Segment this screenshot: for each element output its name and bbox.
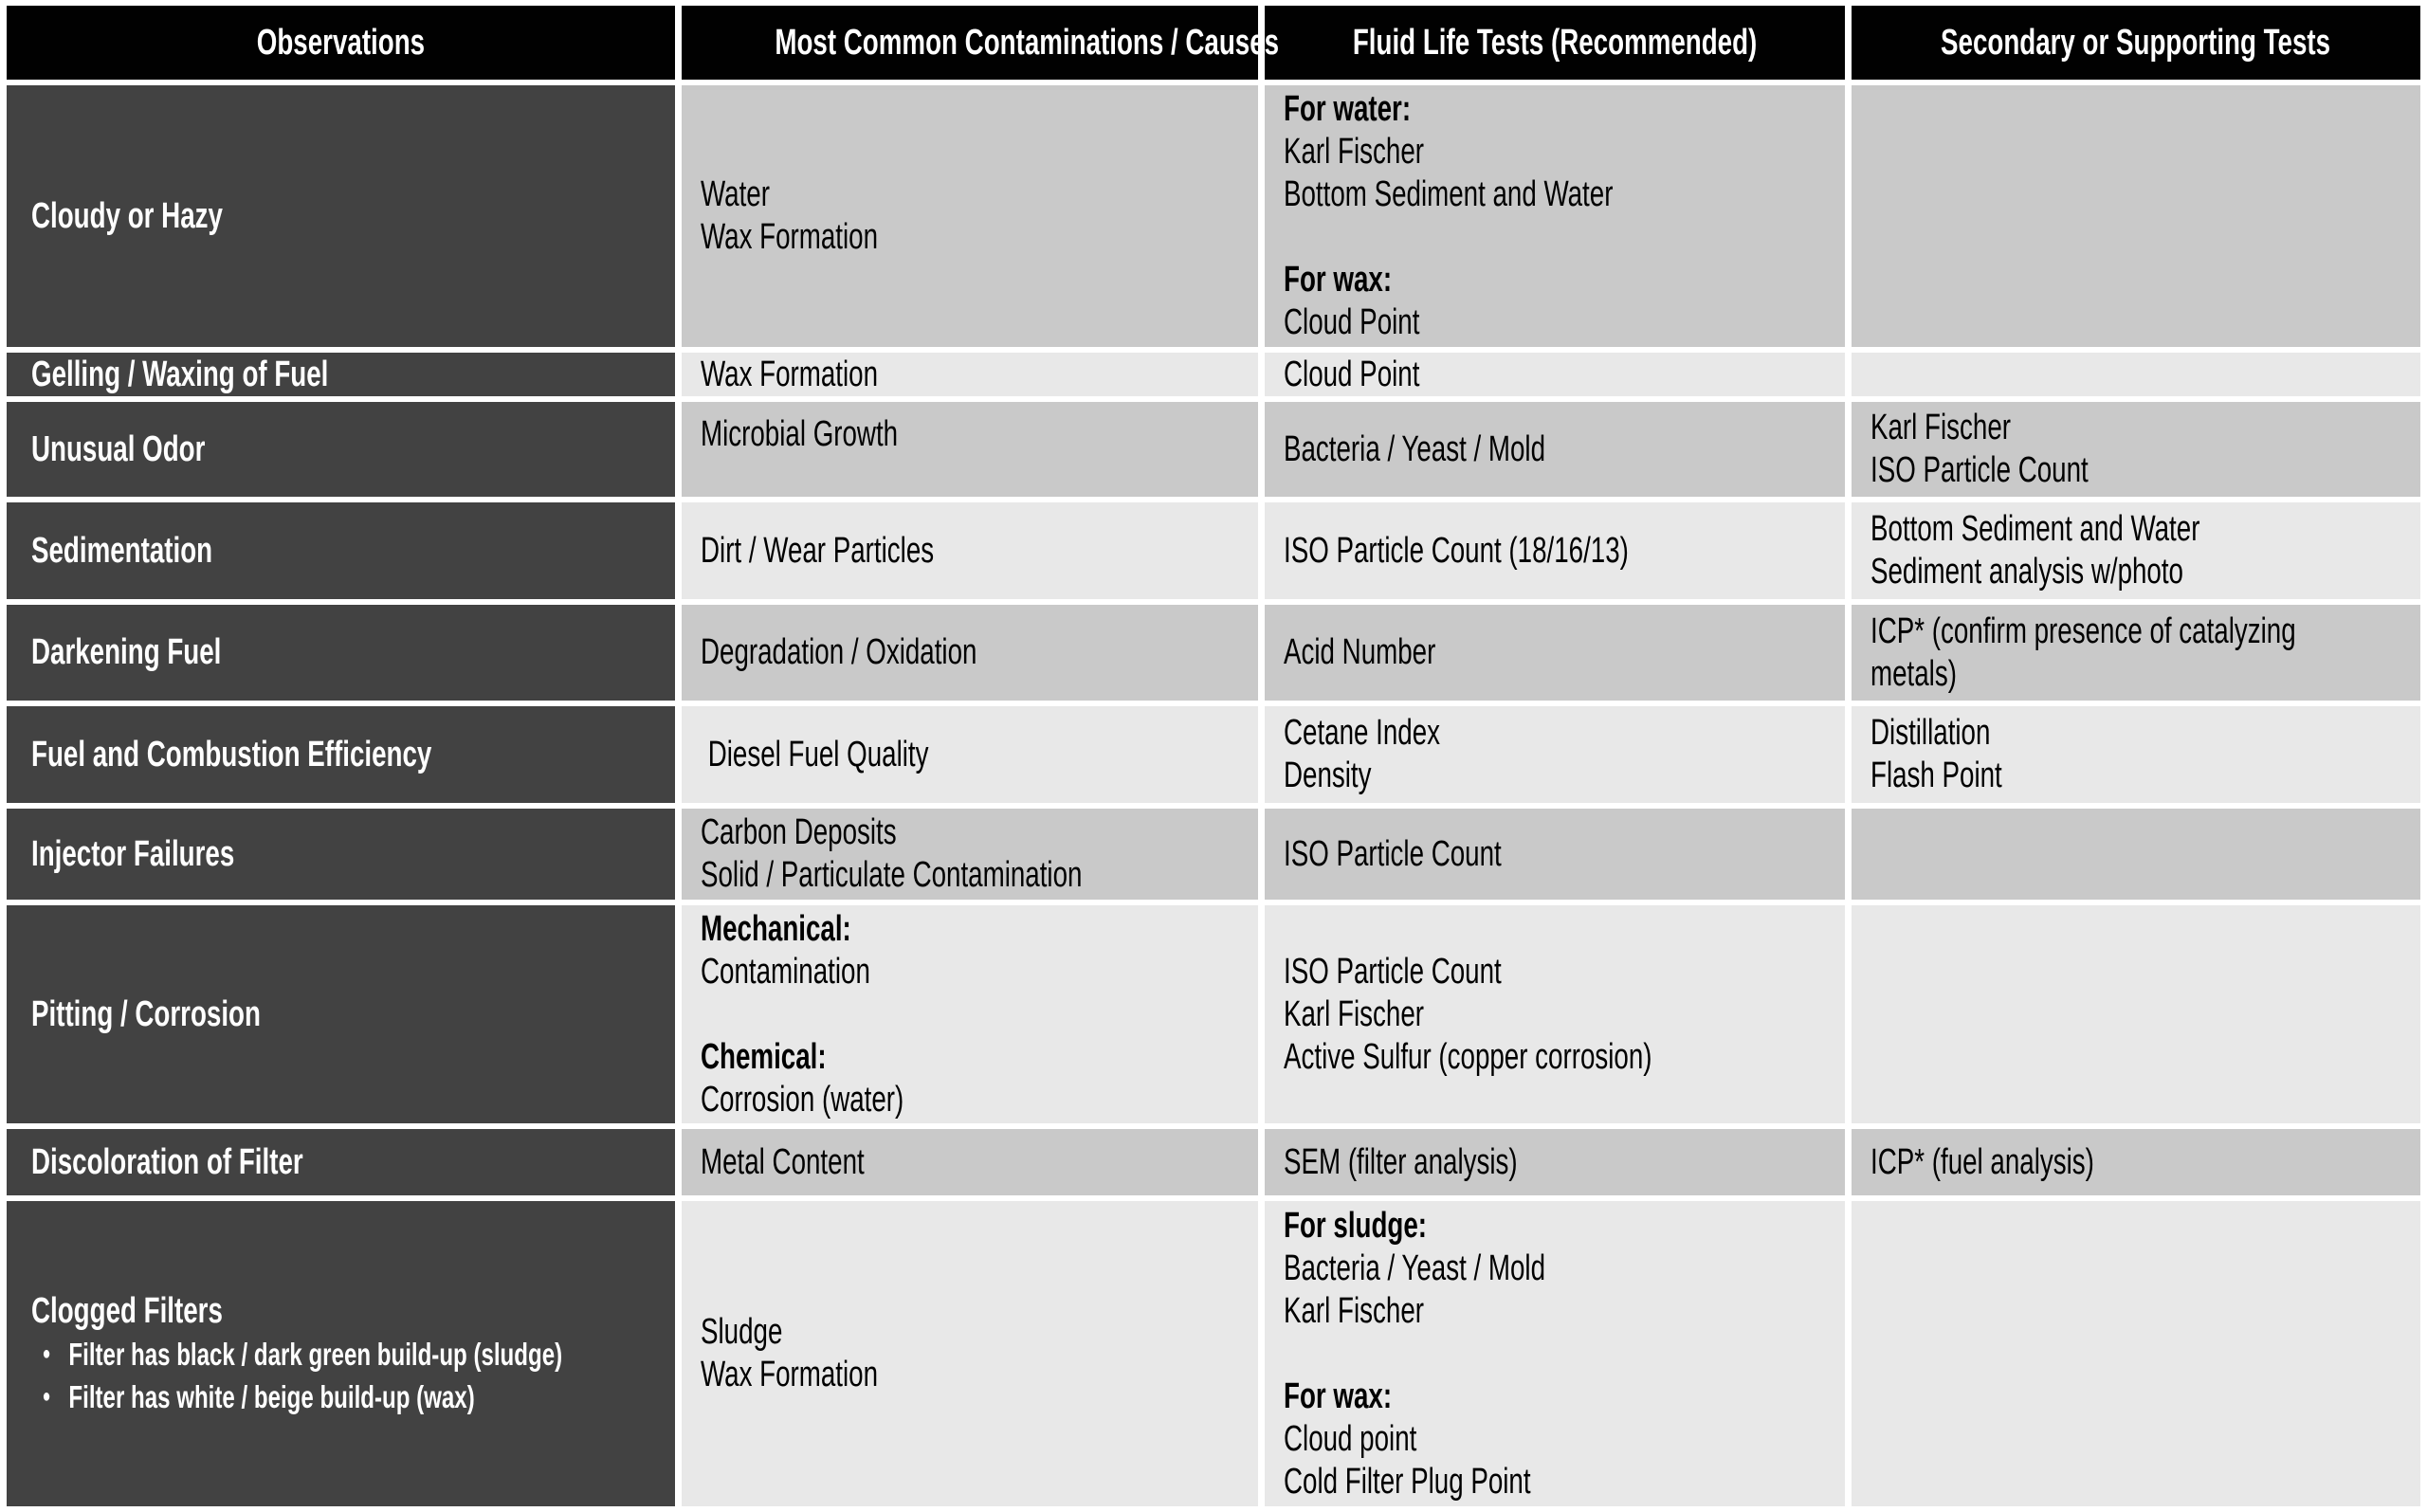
col-header-fluid-life-tests <box>1265 6 1845 80</box>
cell-line: Bottom Sediment and Water <box>1284 174 1614 214</box>
table-row <box>7 353 2420 396</box>
cell-line: Karl Fischer <box>1284 132 1424 172</box>
secondary-tests-cell <box>1852 605 2420 701</box>
observation-cell <box>7 605 675 701</box>
col-header-observations <box>7 6 675 80</box>
table-row <box>7 502 2420 599</box>
observation-cell <box>7 402 675 497</box>
header-row <box>7 6 2420 80</box>
table-row <box>7 706 2420 803</box>
table-row <box>7 905 2420 1123</box>
cell-line: Karl Fischer <box>1870 408 2011 447</box>
table-row <box>7 402 2420 497</box>
secondary-tests-cell <box>1852 353 2420 396</box>
causes-cell <box>682 809 1258 900</box>
cell-line: Discoloration of Filter <box>31 1141 303 1182</box>
cell-line: Sludge <box>701 1312 783 1352</box>
cell-line: Flash Point <box>1870 756 2002 795</box>
cell-line: ISO Particle Count <box>1284 833 1502 874</box>
cell-line: ICP* (fuel analysis) <box>1870 1141 2094 1182</box>
cell-line: Mechanical: <box>701 908 851 949</box>
causes-cell <box>682 85 1258 347</box>
cell-line: For sludge: <box>1284 1205 1428 1246</box>
fluid-tests-cell <box>1265 706 1845 803</box>
cell-line: Wax Formation <box>701 217 879 257</box>
secondary-tests-cell <box>1852 85 2420 347</box>
observation-cell <box>7 502 675 599</box>
cell-line: Solid / Particulate Contamination <box>701 855 1083 895</box>
observation-cell <box>7 809 675 900</box>
cell-line: Cloud Point <box>1284 302 1420 342</box>
fluid-tests-cell <box>1265 1201 1845 1506</box>
causes-cell <box>682 605 1258 701</box>
cell-line: Chemical: <box>701 1036 827 1077</box>
cell-line: Cloudy or Hazy <box>31 195 223 236</box>
cell-line: Bacteria / Yeast / Mold <box>1284 1248 1546 1288</box>
col-header-label: Most Common Contaminations / Causes <box>775 22 1280 63</box>
bullet-list-item <box>31 1375 494 1418</box>
table-row <box>7 85 2420 347</box>
cell-line: ISO Particle Count (18/16/13) <box>1284 530 1629 571</box>
cell-line: Karl Fischer <box>1284 993 1424 1034</box>
secondary-tests-cell <box>1852 502 2420 599</box>
cell-line: Sediment analysis w/photo <box>1870 552 2183 592</box>
col-header-label: Secondary or Supporting Tests <box>1941 22 2331 63</box>
secondary-tests-cell <box>1852 706 2420 803</box>
table-row <box>7 809 2420 900</box>
table-row <box>7 1129 2420 1195</box>
bullet-icon: ● <box>42 1385 51 1407</box>
cell-line: Cold Filter Plug Point <box>1284 1461 1531 1502</box>
causes-cell <box>682 706 1258 803</box>
cell-line: Fuel and Combustion Efficiency <box>31 734 432 774</box>
cell-line: Metal Content <box>701 1141 865 1182</box>
observation-cell <box>7 85 675 347</box>
cell-line: For water: <box>1284 89 1412 129</box>
observation-cell <box>7 1201 675 1506</box>
secondary-tests-cell <box>1852 1129 2420 1195</box>
observation-cell <box>7 1129 675 1195</box>
cell-line: Microbial Growth <box>701 414 899 454</box>
cell-line: Distillation <box>1870 713 1991 753</box>
cell-line: Sedimentation <box>31 530 213 571</box>
causes-cell <box>682 1129 1258 1195</box>
cell-line: Contamination <box>701 951 870 992</box>
cell-line: Darkening Fuel <box>31 632 222 672</box>
fluid-tests-cell <box>1265 502 1845 599</box>
blank-line <box>1284 1333 1685 1375</box>
table-row <box>7 605 2420 701</box>
fluid-tests-cell <box>1265 605 1845 701</box>
cell-line: Karl Fischer <box>1284 1290 1424 1331</box>
cell-line: ISO Particle Count <box>1284 951 1502 992</box>
cell-line: Active Sulfur (copper corrosion) <box>1284 1036 1652 1077</box>
col-header-secondary-tests <box>1852 6 2420 80</box>
causes-cell <box>682 502 1258 599</box>
secondary-tests-cell <box>1852 905 2420 1123</box>
observation-cell <box>7 706 675 803</box>
secondary-tests-cell <box>1852 402 2420 497</box>
cell-line: Diesel Fuel Quality <box>701 734 929 774</box>
cell-line: ICP* (confirm presence of catalyzing <box>1870 610 2296 651</box>
table-body <box>7 85 2420 1506</box>
cell-line: Cloud Point <box>1284 354 1420 394</box>
fluid-tests-cell <box>1265 905 1845 1123</box>
cell-line: Unusual Odor <box>31 428 206 469</box>
observation-cell <box>7 905 675 1123</box>
causes-cell <box>682 1201 1258 1506</box>
secondary-tests-cell <box>1852 809 2420 900</box>
col-header-label: Fluid Life Tests (Recommended) <box>1352 22 1758 63</box>
blank-line <box>1284 216 1685 259</box>
cell-line: ISO Particle Count <box>1870 450 2089 490</box>
cell-line: Gelling / Waxing of Fuel <box>31 354 329 394</box>
cell-line: Cetane Index <box>1284 713 1441 753</box>
cell-line: Acid Number <box>1284 632 1436 672</box>
cell-line: Dirt / Wear Particles <box>701 530 935 571</box>
causes-cell <box>682 402 1258 497</box>
cell-line: Filter has white / beige build-up (wax) <box>68 1378 475 1414</box>
causes-cell <box>682 905 1258 1123</box>
fluid-tests-cell <box>1265 809 1845 900</box>
cell-line: Wax Formation <box>701 1355 879 1394</box>
table-row <box>7 1201 2420 1506</box>
bullet-list-item <box>31 1333 563 1375</box>
bullet-icon: ● <box>42 1342 51 1364</box>
causes-cell <box>682 353 1258 396</box>
cell-line: Bottom Sediment and Water <box>1870 509 2200 549</box>
cell-line: Carbon Deposits <box>701 812 897 852</box>
cell-line: Clogged Filters <box>31 1290 223 1331</box>
cell-line: Pitting / Corrosion <box>31 993 261 1034</box>
cell-line: Density <box>1284 756 1372 795</box>
cell-line: Filter has black / dark green build-up (sludge) <box>68 1336 563 1372</box>
cell-line: For wax: <box>1284 260 1393 300</box>
fluid-tests-cell <box>1265 85 1845 347</box>
cell-line: Bacteria / Yeast / Mold <box>1284 428 1546 469</box>
cell-line: SEM (filter analysis) <box>1284 1141 1518 1182</box>
col-header-label: Observations <box>256 22 426 63</box>
observation-cell <box>7 353 675 396</box>
cell-line: Corrosion (water) <box>701 1079 904 1120</box>
fluid-tests-cell <box>1265 1129 1845 1195</box>
cell-line: Degradation / Oxidation <box>701 632 977 672</box>
cell-line: metals) <box>1870 653 1957 694</box>
blank-line <box>701 993 1099 1036</box>
secondary-tests-cell <box>1852 1201 2420 1506</box>
cell-line: Water <box>701 174 770 214</box>
cell-line: Injector Failures <box>31 833 235 874</box>
fluid-tests-cell <box>1265 353 1845 396</box>
cell-line: For wax: <box>1284 1375 1393 1416</box>
cell-line: Cloud point <box>1284 1418 1417 1459</box>
col-header-contaminations-causes <box>682 6 1280 80</box>
cell-line: Wax Formation <box>701 354 879 394</box>
fluid-tests-cell <box>1265 402 1845 497</box>
